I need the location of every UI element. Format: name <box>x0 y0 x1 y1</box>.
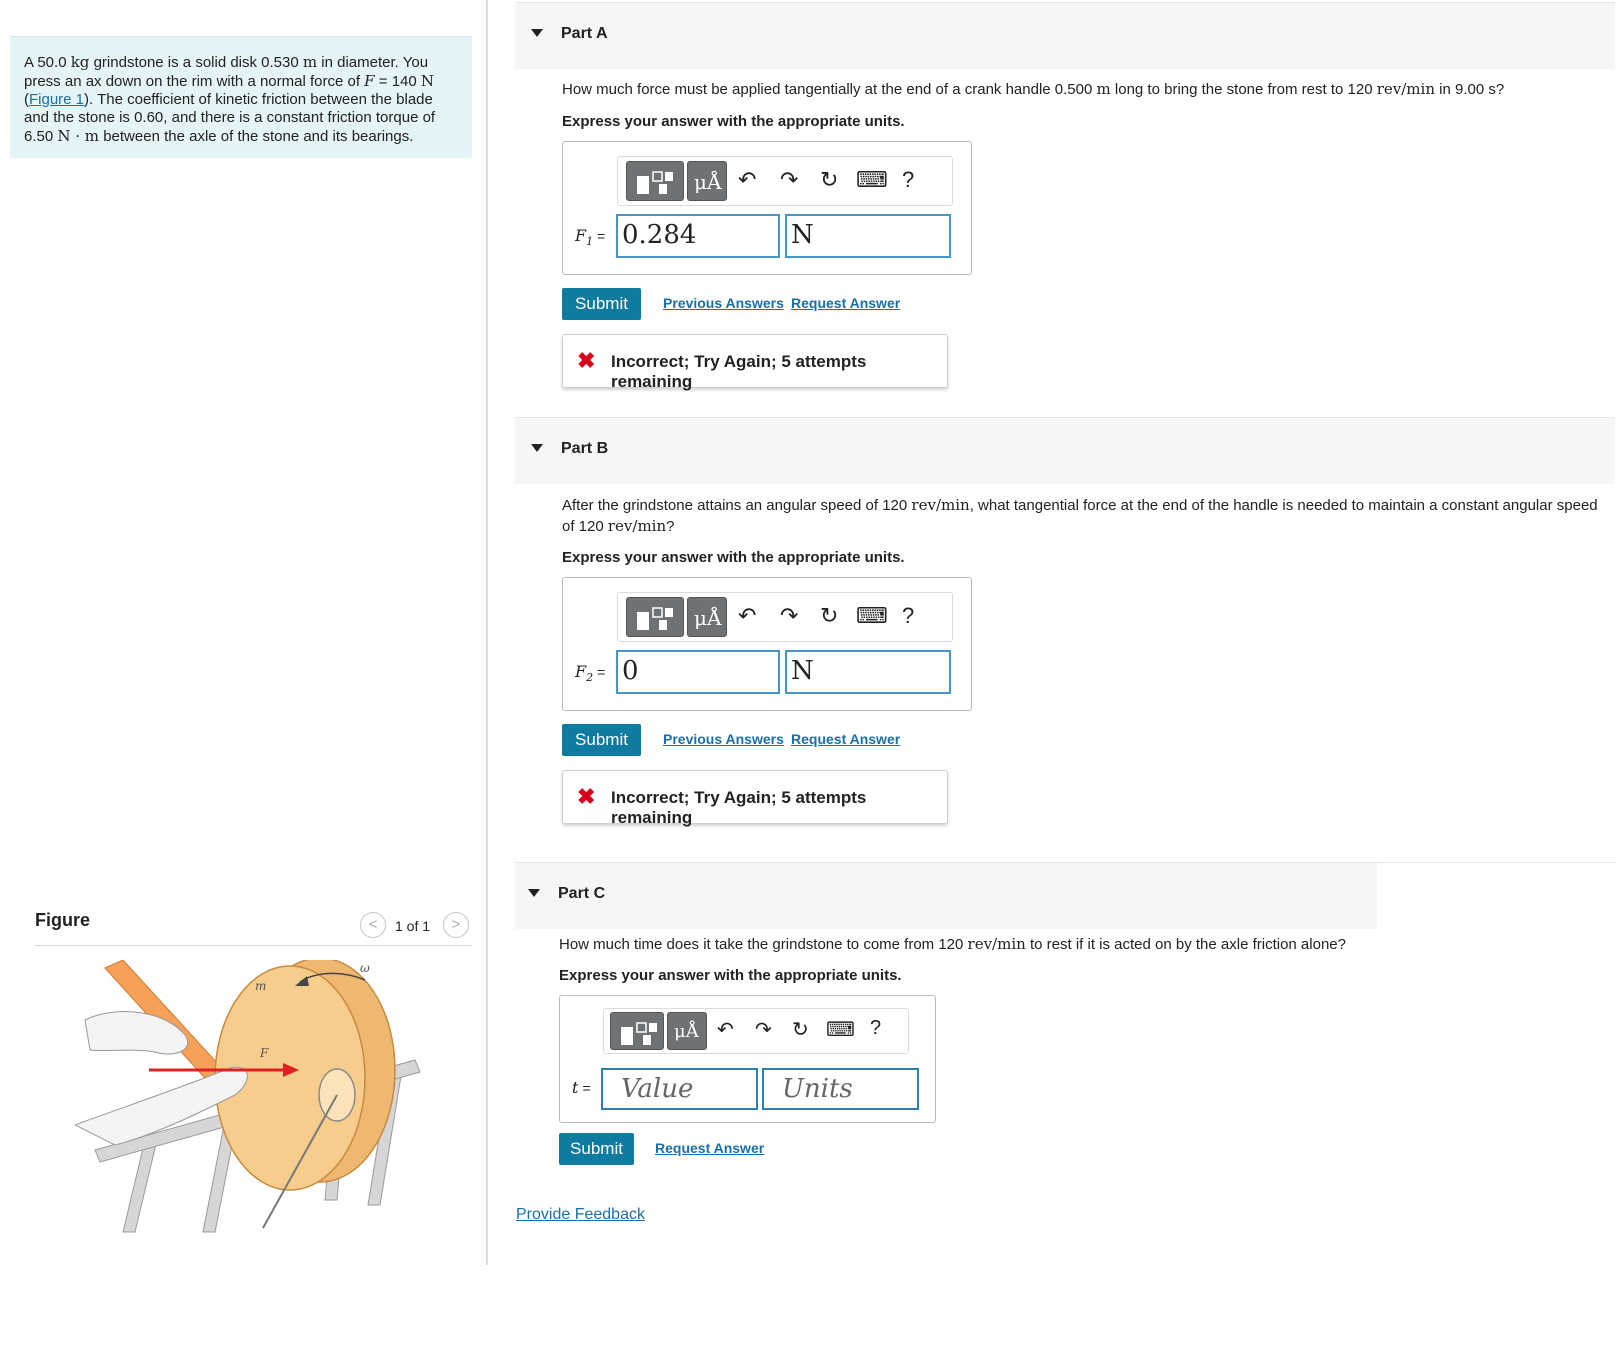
mu-angstrom-icon: μÅ <box>694 606 722 630</box>
reset-icon[interactable]: ↻ <box>820 167 839 192</box>
part-a-answer-box <box>562 141 972 275</box>
incorrect-x-icon: ✖ <box>577 784 596 809</box>
part-c-instructions: Express your answer with the appropriate units. <box>559 967 902 984</box>
fraction-template-icon <box>635 170 675 196</box>
problem-statement <box>10 36 472 158</box>
figure-link[interactable]: Figure 1 <box>29 91 85 108</box>
part-c-value-input[interactable]: Value <box>601 1068 758 1110</box>
part-a-header[interactable] <box>515 3 1615 69</box>
collapse-triangle-icon <box>528 889 540 897</box>
help-icon[interactable]: ? <box>902 167 915 192</box>
redo-icon[interactable]: ↷ <box>755 1019 772 1041</box>
undo-icon[interactable]: ↶ <box>738 167 757 192</box>
undo-icon[interactable]: ↶ <box>738 603 757 628</box>
keyboard-icon[interactable]: ⌨ <box>826 1019 855 1041</box>
grindstone-illustration <box>75 960 435 1235</box>
part-a-request-answer-link[interactable]: Request Answer <box>791 295 901 311</box>
next-figure-button[interactable] <box>443 912 469 938</box>
fraction-template-icon <box>619 1021 659 1047</box>
keyboard-icon[interactable]: ⌨ <box>856 167 888 192</box>
problem-text: A 50.0 kg grindstone is a solid disk 0.530 m in diameter. You press an ax down on the rim with a normal force of F = 140 N (Figure 1). The coefficient of kinetic friction between the blade and the stone is 0.60, and there is a constant friction torque of 6.50 N · m between the axle of the stone and its bearings. <box>24 53 436 145</box>
provide-feedback-link[interactable]: Provide Feedback <box>516 1206 645 1223</box>
redo-icon[interactable]: ↷ <box>780 603 799 628</box>
previous-figure-button[interactable] <box>360 912 386 938</box>
part-a-submit-button[interactable]: Submit <box>562 288 641 320</box>
part-b-feedback <box>562 770 948 827</box>
part-b-request-answer-link[interactable]: Request Answer <box>791 731 901 747</box>
figure-title: Figure <box>35 910 91 930</box>
collapse-triangle-icon <box>531 29 543 37</box>
part-c-request-answer-link[interactable]: Request Answer <box>655 1140 765 1156</box>
part-a-variable-label: $F_1$ = <box>575 226 606 249</box>
force-label: F <box>260 1046 269 1060</box>
mu-angstrom-icon: μÅ <box>694 170 722 194</box>
part-c-question: How much time does it take the grindstone to come from 120 rev/min to rest if it is acted on by the axle friction alone? <box>559 935 1346 953</box>
part-a-feedback-text: Incorrect; Try Again; 5 attempts remaining <box>611 352 867 391</box>
column-divider <box>486 0 488 1265</box>
part-b-question: After the grindstone attains an angular speed of 120 rev/min, what tangential force at the end of the handle is needed to maintain a constant angular speed of 120 rev/min? <box>562 496 1598 535</box>
templates-button[interactable] <box>626 597 684 637</box>
part-b-previous-answers-link[interactable]: Previous Answers <box>663 731 784 747</box>
part-b-variable-label: $F_2$ = <box>575 662 606 685</box>
part-a-units-input[interactable]: N <box>785 214 951 258</box>
incorrect-x-icon: ✖ <box>577 348 596 373</box>
mu-angstrom-icon: μÅ <box>674 1021 699 1042</box>
units-button[interactable] <box>687 161 727 201</box>
help-icon[interactable]: ? <box>870 1017 882 1039</box>
reset-icon[interactable]: ↻ <box>792 1019 809 1041</box>
part-b-feedback-text: Incorrect; Try Again; 5 attempts remaining <box>611 788 867 827</box>
part-c-answer-box <box>559 995 936 1123</box>
part-a-instructions: Express your answer with the appropriate units. <box>562 113 905 130</box>
part-c-variable-label: t = <box>572 1078 591 1097</box>
part-c-header[interactable] <box>515 863 1377 929</box>
part-a-feedback <box>562 334 948 391</box>
undo-icon[interactable]: ↶ <box>717 1019 734 1041</box>
reset-icon[interactable]: ↻ <box>820 603 839 628</box>
part-b-math-toolbar <box>617 592 953 642</box>
part-b-instructions: Express your answer with the appropriate units. <box>562 549 905 566</box>
omega-label: ω <box>360 961 370 975</box>
part-b-value-input[interactable]: 0 <box>616 650 780 694</box>
part-c-math-toolbar <box>603 1008 909 1054</box>
part-a-math-toolbar <box>617 156 953 206</box>
part-b-submit-button[interactable]: Submit <box>562 724 641 756</box>
part-a-previous-answers-link[interactable]: Previous Answers <box>663 295 784 311</box>
units-button[interactable] <box>667 1012 707 1050</box>
part-b-answer-box <box>562 577 972 711</box>
part-b-units-input[interactable]: N <box>785 650 951 694</box>
part-c-units-input[interactable]: Units <box>762 1068 919 1110</box>
part-b-header[interactable] <box>515 418 1615 484</box>
help-icon[interactable]: ? <box>902 603 915 628</box>
part-a-title: Part A <box>561 25 608 42</box>
redo-icon[interactable]: ↷ <box>780 167 799 192</box>
part-b-title: Part B <box>561 440 609 457</box>
templates-button[interactable] <box>626 161 684 201</box>
mass-label: m <box>255 979 267 993</box>
collapse-triangle-icon <box>531 444 543 452</box>
part-c-title: Part C <box>558 885 606 902</box>
figure-counter: 1 of 1 <box>395 918 431 934</box>
templates-button[interactable] <box>610 1012 664 1050</box>
part-c-submit-button[interactable]: Submit <box>559 1133 634 1165</box>
keyboard-icon[interactable]: ⌨ <box>856 603 888 628</box>
part-a-question: How much force must be applied tangentially at the end of a crank handle 0.500 m long to bring the stone from rest to 120 rev/min in 9.00 s? <box>562 80 1505 98</box>
units-button[interactable] <box>687 597 727 637</box>
chevron-left-icon: < <box>368 916 378 933</box>
fraction-template-icon <box>635 606 675 632</box>
part-a-value-input[interactable]: 0.284 <box>616 214 780 258</box>
chevron-right-icon: > <box>451 916 461 933</box>
figure-divider <box>35 945 472 946</box>
